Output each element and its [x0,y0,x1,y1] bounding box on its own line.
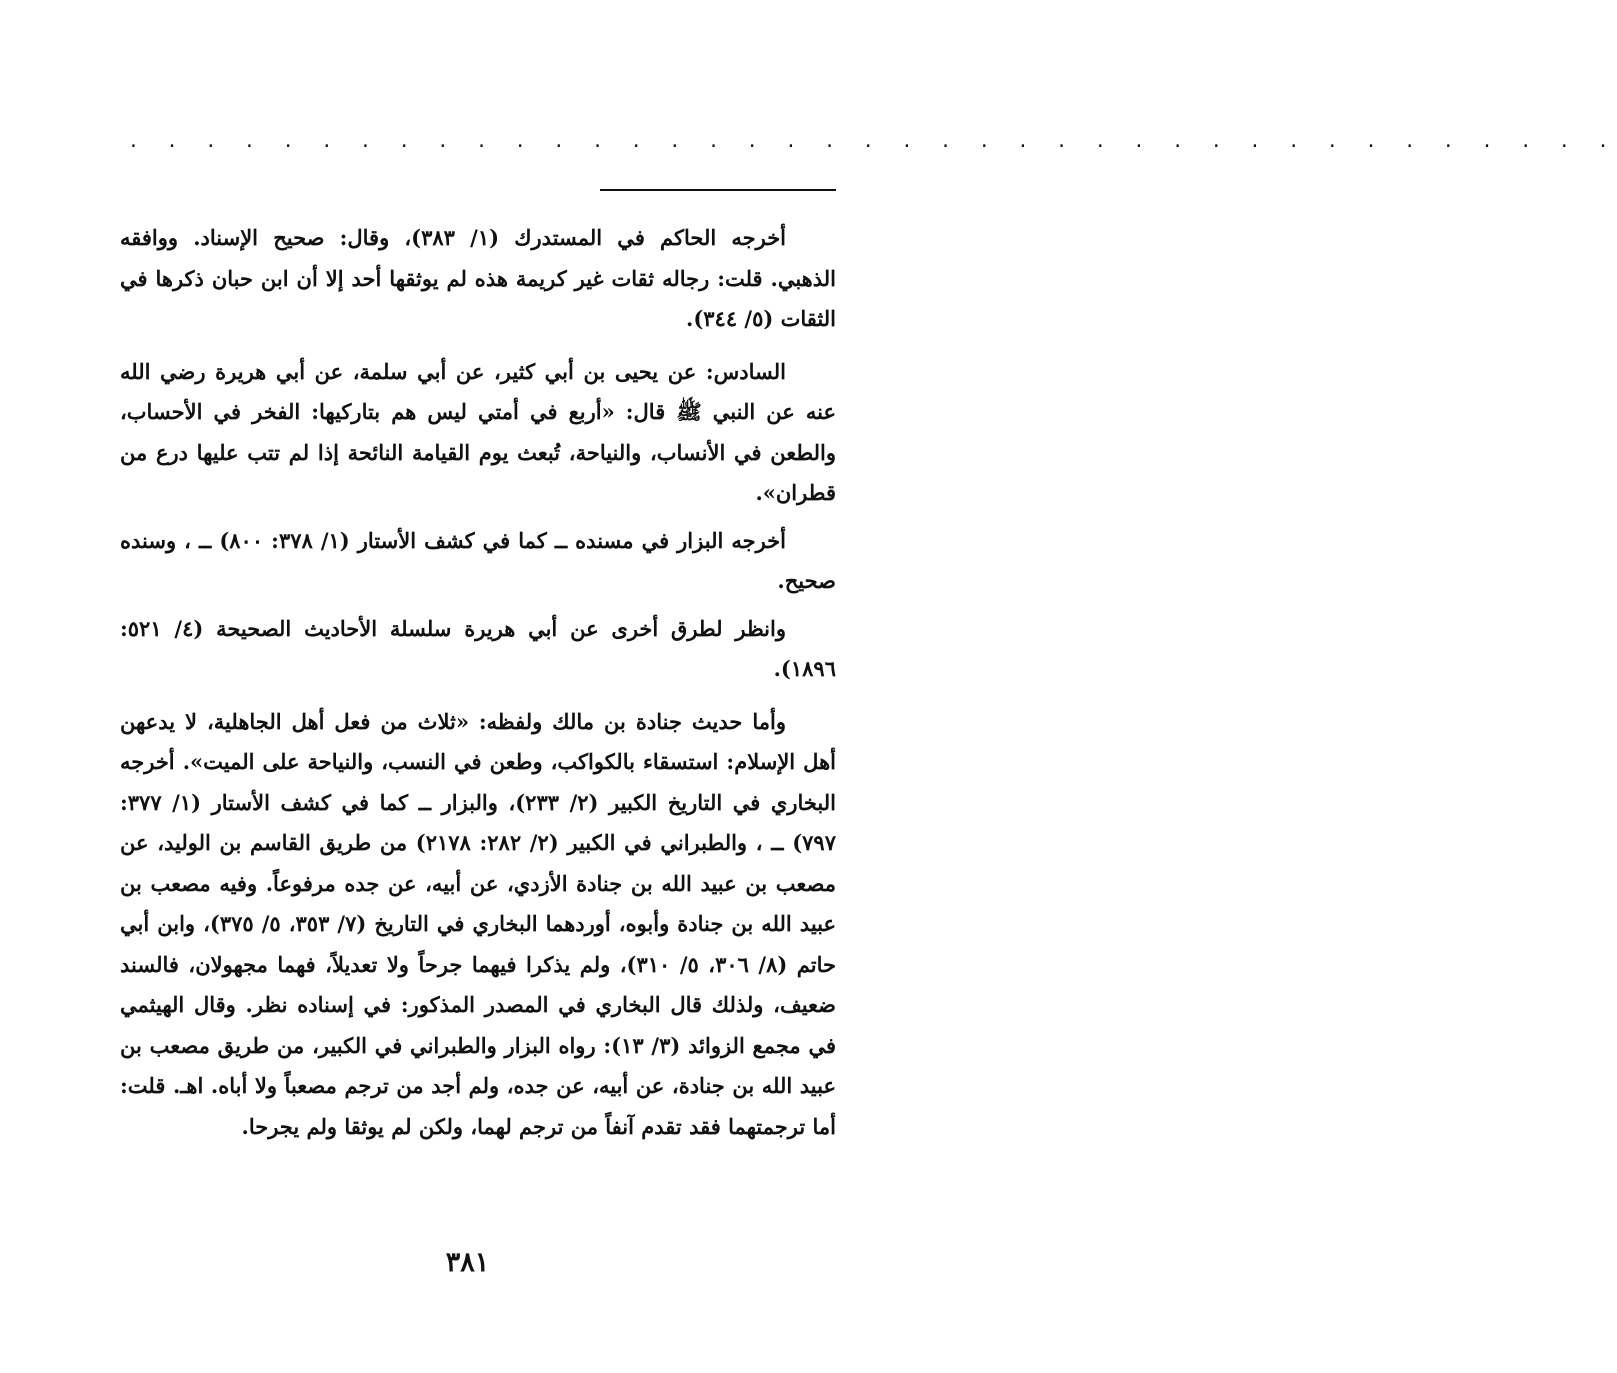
footnote-paragraph: أخرجه البزار في مسنده ــ كما في كشف الأستار (١/ ٣٧٨: ٨٠٠) ــ ، وسنده صحيح. [120,527,836,593]
footnotes-section [120,218,836,1147]
footnote-paragraph: السادس: عن يحيى بن أبي كثير، عن أبي سلمة، عن أبي هريرة رضي الله عنه عن النبي ﷺ قال: «أربع في أمتي ليس هم بتاركيها: الفخر في الأحساب، والطعن في الأنساب، والنياحة، تُبعث يوم القيامة النائحة إذا لم تتب عليها درع من قطران». [120,358,836,505]
footnote-paragraph: وانظر لطرق أخرى عن أبي هريرة سلسلة الأحاديث الصحيحة (٤/ ٥٢١: ١٨٩٦). [120,615,836,681]
page-number: ٣٨١ [445,1247,490,1278]
footnote-paragraph: أخرجه الحاكم في المستدرك (١/ ٣٨٣)، وقال: صحيح الإسناد. ووافقه الذهبي. قلت: رجاله ثقات غير كريمة هذه لم يوثقها أحد إلا أن ابن حبان ذكرها في الثقات (٥/ ٣٤٤). [120,225,836,331]
footnote-rule [600,189,836,191]
separator-dots: . . . . . . . . . . . . . . . . . . . . . . . . . . . . . . . . . . . . . . . [128,131,1617,152]
footnote-paragraph: وأما حديث جنادة بن مالك ولفظه: «ثلاث من فعل أهل الجاهلية، لا يدعهن أهل الإسلام: استسقاء بالكواكب، وطعن في النسب، والنياحة على الميت». أخرجه البخاري في التاريخ الكبير (٢/ ٢٣٣)، والبزار ــ كما في كشف الأستار (١/ ٣٧٧: ٧٩٧) ــ ، والطبراني في الكبير (٢/ ٢٨٢: ٢١٧٨) من طريق القاسم بن الوليد، عن مصعب بن عبيد الله بن جنادة الأزدي، عن أبيه، عن جده مرفوعاً. وفيه مصعب بن عبيد الله بن جنادة وأبوه، أوردهما البخاري في التاريخ (٧/ ٣٥٣، ٥/ ٣٧٥)، وابن أبي حاتم (٨/ ٣٠٦، ٥/ ٣١٠)، ولم يذكرا فيهما جرحاً ولا تعديلاً، فهما مجهولان، فالسند ضعيف، ولذلك قال البخاري في المصدر المذكور: في إسناده نظر. وقال الهيثمي في مجمع الزوائد (٣/ ١٣): رواه البزار والطبراني في الكبير، من طريق مصعب بن عبيد الله بن جنادة، عن أبيه، عن جده، ولم أجد من ترجم مصعباً ولا أباه. اهـ. قلت: أما ترجمتهما فقد تقدم آنفاً من ترجم لهما، ولكن لم يوثقا ولم يجرحا. [120,708,837,1139]
